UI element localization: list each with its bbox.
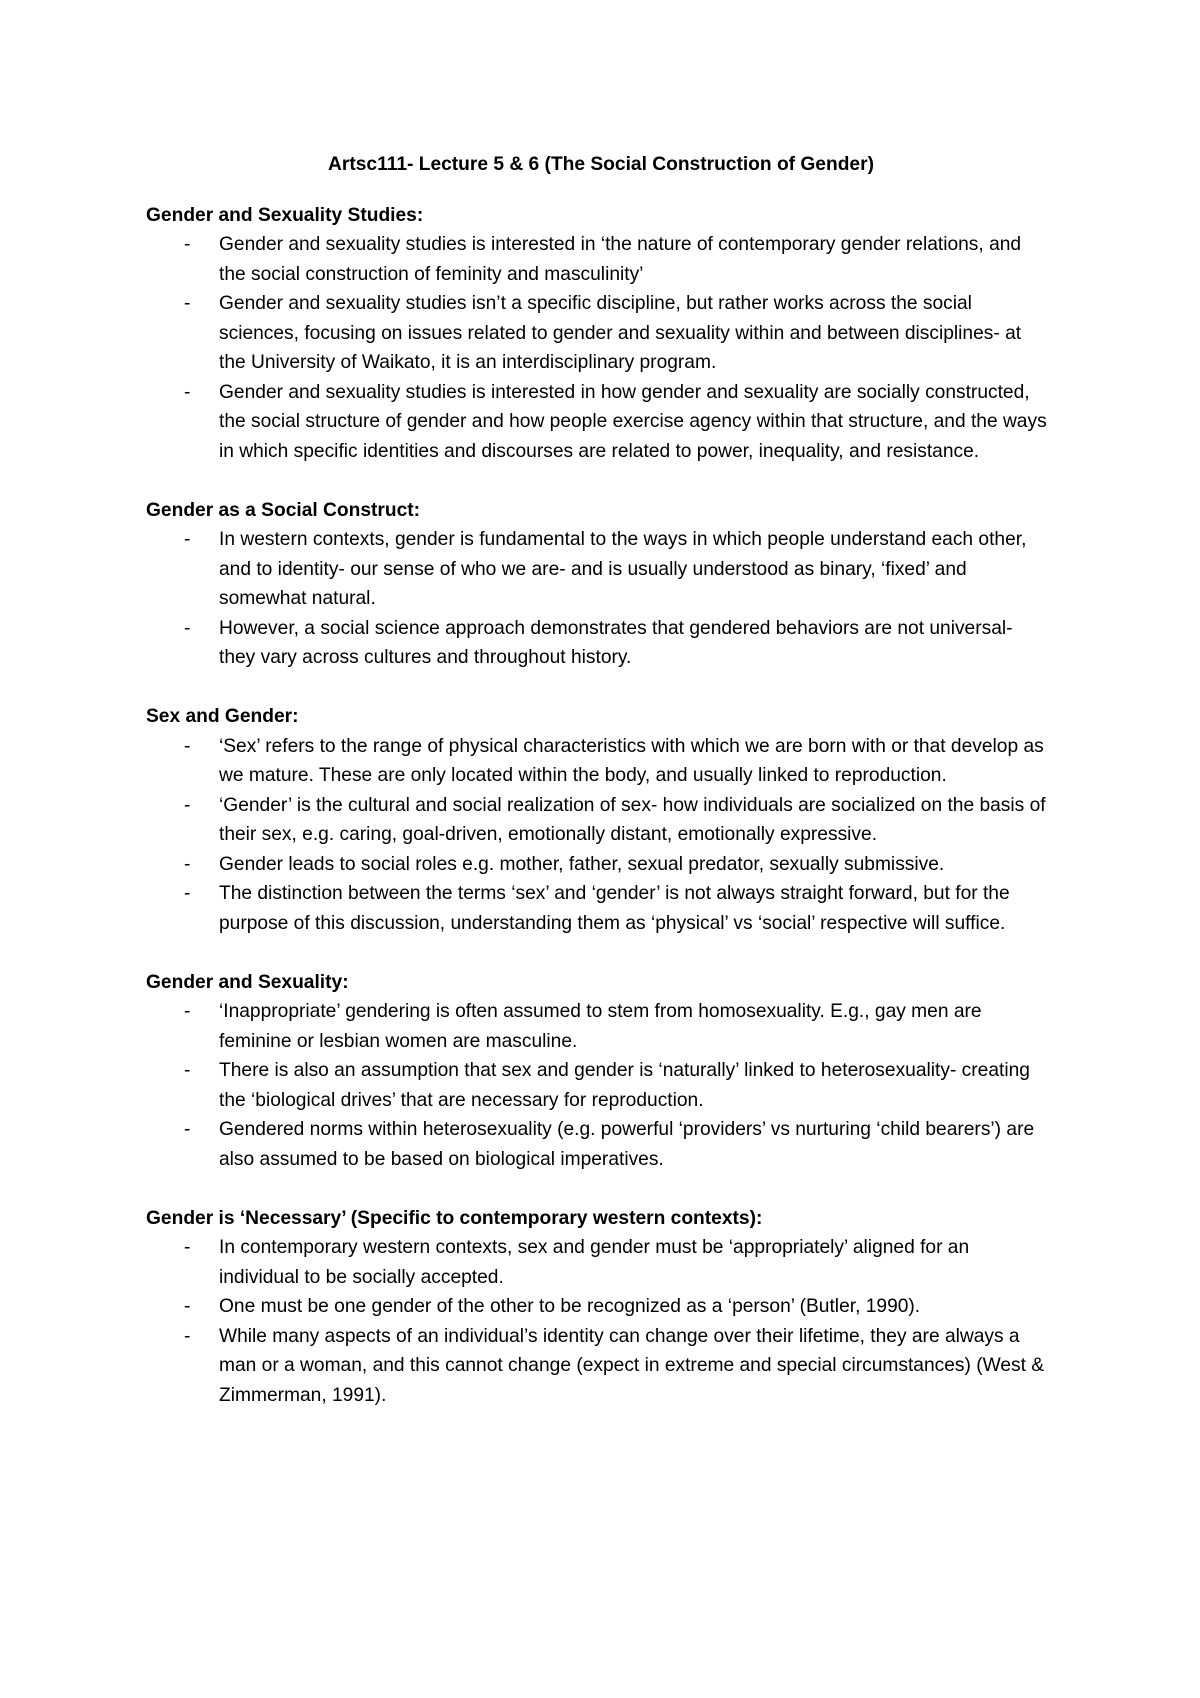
bullet-text: The distinction between the terms ‘sex’ and ‘gender’ is not always straight forward, but for the purpose of this discussion, understanding them as ‘physical’ vs ‘social’ respective will suffice.: [219, 883, 1010, 934]
bullet-dash: -: [184, 794, 191, 816]
bullet-text: In contemporary western contexts, sex and gender must be ‘appropriately’ aligned for an individual to be socially accepted.: [219, 1237, 970, 1288]
bullet-item: [146, 289, 1050, 378]
bullet-list: [146, 732, 1050, 939]
bullet-dash: -: [184, 1296, 191, 1317]
bullet-list: [146, 230, 1050, 466]
bullet-item: [146, 791, 1050, 850]
section-gender-is-necessary: [146, 1204, 1050, 1411]
section-gender-social-construct: [146, 496, 1050, 673]
bullet-text: There is also an assumption that sex and gender is ‘naturally’ linked to heterosexuality- creating the ‘biological drives’ that are necessary for reproduction.: [219, 1060, 1030, 1111]
bullet-item: [146, 1322, 1050, 1411]
bullet-text: Gender leads to social roles e.g. mother, father, sexual predator, sexually submissive.: [219, 853, 945, 875]
bullet-item: [146, 997, 1050, 1056]
bullet-item: [146, 1115, 1050, 1174]
bullet-text: In western contexts, gender is fundamental to the ways in which people understand each other, and to identity- our sense of who we are- and is usually understood as binary, ‘fixed’ and somewhat natural.: [219, 529, 1027, 609]
bullet-dash: -: [184, 293, 191, 314]
section-gender-and-sexuality: [146, 968, 1050, 1175]
bullet-item: [146, 850, 1050, 880]
bullet-item: [146, 732, 1050, 791]
bullet-text: While many aspects of an individual’s identity can change over their lifetime, they are always a man or a woman, and this cannot change (expect in extreme and special circumstances) (West & Zimmerman, 1991).: [219, 1325, 1045, 1406]
document-title: Artsc111- Lecture 5 & 6 (The Social Construction of Gender): [328, 154, 874, 175]
bullet-item: [146, 614, 1050, 673]
section-heading: Gender and Sexuality:: [146, 971, 349, 993]
bullet-item: [146, 378, 1050, 467]
bullet-dash: -: [184, 1001, 191, 1022]
bullet-dash: -: [184, 381, 191, 403]
section-gender-sexuality-studies: [146, 201, 1050, 467]
bullet-dash: -: [184, 735, 191, 757]
bullet-dash: -: [184, 529, 191, 550]
section-heading: Gender and Sexuality Studies:: [146, 204, 424, 226]
bullet-text: Gender and sexuality studies is interested in ‘the nature of contemporary gender relations, and the social construction of feminity and masculinity’: [219, 234, 1022, 285]
section-sex-and-gender: [146, 702, 1050, 938]
bullet-list: [146, 1233, 1050, 1410]
bullet-dash: -: [184, 234, 191, 255]
bullet-text: Gender and sexuality studies is interested in how gender and sexuality are socially constructed, the social structure of gender and how people exercise agency within that structure, and the ways in which specific identities and discourses are related to power, inequality, and resistance.: [219, 381, 1047, 462]
section-heading: Gender is ‘Necessary’ (Specific to contemporary western contexts):: [146, 1207, 763, 1229]
section-heading: Sex and Gender:: [146, 706, 299, 727]
bullet-text: However, a social science approach demonstrates that gendered behaviors are not universal- they vary across cultures and throughout history.: [219, 617, 1013, 668]
bullet-list: [146, 997, 1050, 1174]
bullet-item: [146, 230, 1050, 289]
bullet-item: [146, 1233, 1050, 1292]
bullet-item: [146, 879, 1050, 938]
bullet-dash: -: [184, 1060, 191, 1081]
bullet-text: Gender and sexuality studies isn’t a specific discipline, but rather works across the social sciences, focusing on issues related to gender and sexuality within and between disciplines- at the University of Waikato, it is an interdisciplinary program.: [219, 293, 1022, 373]
bullet-item: [146, 525, 1050, 614]
bullet-dash: -: [184, 883, 191, 904]
bullet-text: ‘Gender’ is the cultural and social realization of sex- how individuals are socialized on the basis of their sex, e.g. caring, goal-driven, emotionally distant, emotionally expressive.: [219, 794, 1046, 845]
bullet-text: ‘Sex’ refers to the range of physical characteristics with which we are born with or that develop as we mature. These are only located within the body, and usually linked to reproduction.: [219, 735, 1044, 786]
bullet-dash: -: [184, 617, 191, 639]
bullet-list: [146, 525, 1050, 673]
bullet-dash: -: [184, 853, 191, 875]
bullet-text: One must be one gender of the other to be recognized as a ‘person’ (Butler, 1990).: [219, 1296, 921, 1317]
bullet-dash: -: [184, 1325, 191, 1347]
bullet-dash: -: [184, 1119, 191, 1140]
bullet-item: [146, 1056, 1050, 1115]
section-heading: Gender as a Social Construct:: [146, 499, 421, 521]
bullet-dash: -: [184, 1237, 191, 1258]
bullet-item: [146, 1292, 1050, 1322]
bullet-text: Gendered norms within heterosexuality (e.g. powerful ‘providers’ vs nurturing ‘child bearers’) are also assumed to be based on biological imperatives.: [219, 1119, 1035, 1170]
bullet-text: ‘Inappropriate’ gendering is often assumed to stem from homosexuality. E.g., gay men are feminine or lesbian women are masculine.: [219, 1001, 982, 1052]
